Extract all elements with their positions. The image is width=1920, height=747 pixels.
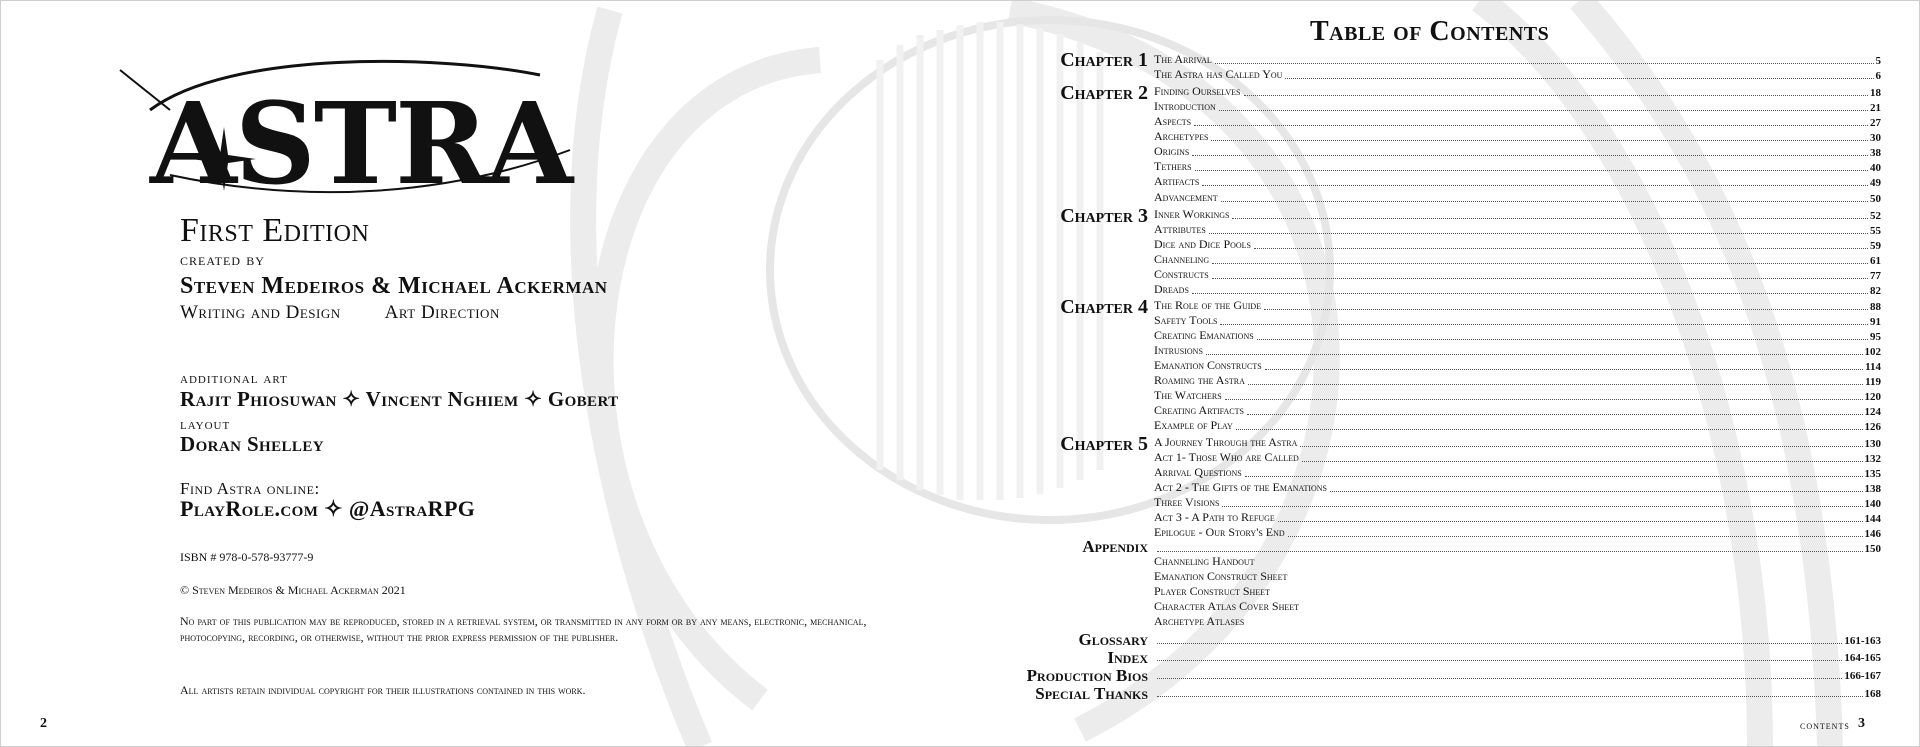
toc-leader-dots [1302,461,1863,462]
toc-leader-dots [1192,155,1868,156]
additional-art-names: Rajit Phiosuwan ✧ Vincent Nghiem ✧ Gobert [180,387,619,411]
toc-entry[interactable] [1154,451,1881,465]
toc-entry-title: The Arrival [1154,52,1212,66]
toc-entry-title: Act 2 - The Gifts of the Emanations [1154,480,1327,494]
toc-leader-dots [1219,110,1868,111]
toc-entry-page: 18 [1870,87,1881,99]
toc-entry-title: Emanation Constructs [1154,358,1262,372]
toc-entry[interactable] [1154,100,1881,114]
toc-entry-title: Archetype Atlases [1154,614,1245,628]
toc-leader-dots [1157,551,1863,552]
toc-entry[interactable] [1154,344,1881,358]
toc-entry-page: 166-167 [1844,670,1881,682]
toc-entry-title: Intrusions [1154,343,1203,357]
toc-entry[interactable] [1154,53,1881,67]
toc-entry-page: 5 [1875,55,1881,67]
toc-leader-dots [1254,248,1868,249]
toc-entry-title: Dice and Dice Pools [1154,237,1252,251]
toc-leader-dots [1247,414,1863,415]
toc-entry[interactable] [1154,208,1881,222]
toc-entry-page: 140 [1864,498,1881,510]
toc-entry[interactable] [1154,160,1881,174]
creators-names: Steven Medeiros & Michael Ackerman [180,273,608,299]
toc-entry-page: 161-163 [1844,635,1881,647]
toc-entry-page: 95 [1870,331,1881,343]
toc-entry-page: 114 [1865,361,1881,373]
toc-entry[interactable] [1154,68,1881,82]
toc-section-label: Index [1107,648,1148,667]
toc-entry-title: Epilogue - Our Story's End [1154,525,1285,539]
toc-entry-page: 38 [1870,147,1881,159]
toc-entry-title: Attributes [1154,222,1206,236]
toc-leader-dots [1157,696,1863,697]
toc-leader-dots [1206,354,1863,355]
toc-entry[interactable] [1154,115,1881,129]
toc-entry[interactable] [1154,85,1881,99]
toc-entry[interactable] [1154,223,1881,237]
toc-entry[interactable] [1154,314,1881,328]
toc-entry[interactable] [1154,496,1881,510]
page-number-right: 3 [1858,716,1865,731]
toc-section-label: Glossary [1078,630,1148,649]
toc-entry-page: 82 [1870,285,1881,297]
toc-entry[interactable] [1154,130,1881,144]
toc-entry-title: Example of Play [1154,418,1233,432]
toc-entry-title: Advancement [1154,190,1218,204]
toc-leader-dots [1245,476,1863,477]
toc-entry[interactable] [1154,668,1881,682]
isbn: ISBN # 978-0-578-93777-9 [180,550,314,564]
toc-entry-page: 138 [1864,483,1881,495]
logo-text: ASTRA [150,79,572,195]
toc-entry-title: Creating Emanations [1154,328,1254,342]
toc-entry[interactable] [1154,374,1881,388]
artists-copyright-note: All artists retain individual copyright for their illustrations contained in this work. [180,683,586,697]
toc-title: Table of Contents [1310,16,1550,47]
toc-entry-page: 102 [1864,346,1881,358]
toc-leader-dots [1212,263,1868,264]
toc-leader-dots [1220,324,1868,325]
toc-entry[interactable] [1154,585,1881,599]
page-number-left: 2 [40,716,47,731]
toc-entry[interactable] [1154,436,1881,450]
toc-section-label: Chapter 3 [1060,205,1148,227]
edition-title: First Edition [180,212,370,249]
toc-entry-title: Act 1- Those Who are Called [1154,450,1299,464]
toc-leader-dots [1257,339,1868,340]
toc-entry-title: Three Visions [1154,495,1220,509]
toc-entry-page: 130 [1864,438,1881,450]
toc-entry[interactable] [1154,329,1881,343]
toc-entry[interactable] [1154,466,1881,480]
toc-entry[interactable] [1154,389,1881,403]
toc-leader-dots [1300,446,1862,447]
toc-entry[interactable] [1154,283,1881,297]
toc-entry-page: 124 [1864,406,1881,418]
toc-entry-page: 40 [1870,162,1881,174]
toc-leader-dots [1192,293,1868,294]
toc-entry-title: Tethers [1154,159,1192,173]
toc-entry[interactable] [1154,686,1881,700]
toc-entry[interactable] [1154,555,1881,569]
toc-leader-dots [1265,369,1863,370]
toc-entry-page: 55 [1870,225,1881,237]
toc-leader-dots [1278,521,1863,522]
toc-entry-page: 144 [1864,513,1881,525]
toc-leader-dots [1222,506,1862,507]
toc-entry-title: Origins [1154,144,1190,158]
toc-entry-title: The Role of the Guide [1154,298,1262,312]
toc-entry-page: 126 [1864,421,1881,433]
toc-leader-dots [1248,384,1863,385]
toc-leader-dots [1285,78,1873,79]
toc-entry[interactable] [1154,238,1881,252]
toc-leader-dots [1157,643,1842,644]
toc-entry[interactable] [1154,481,1881,495]
toc-entry[interactable] [1154,541,1881,555]
toc-leader-dots [1236,429,1863,430]
footer-contents-label: contents [1800,718,1850,732]
toc-entry-title: A Journey Through the Astra [1154,435,1298,449]
toc-entry-title: Arrival Questions [1154,465,1242,479]
toc-entry-title: Aspects [1154,114,1192,128]
toc-entry-title: Creating Artifacts [1154,403,1244,417]
toc-entry-title: Channeling [1154,252,1210,266]
toc-entry-title: Character Atlas Cover Sheet [1154,599,1300,613]
toc-entry-page: 61 [1870,255,1881,267]
toc-entry-page: 164-165 [1844,652,1881,664]
toc-entry-page: 30 [1870,132,1881,144]
toc-entry-title: Archetypes [1154,129,1209,143]
toc-section-label: Appendix [1082,537,1148,556]
toc-entry[interactable] [1154,633,1881,647]
toc-section-label: Chapter 1 [1060,49,1148,71]
toc-entry[interactable] [1154,650,1881,664]
toc-entry-title: Safety Tools [1154,313,1218,327]
legal-notice: No part of this publication may be reproduced, stored in a retrieval system, or transmitted in any form or by any means, electronic, mechanical, photocopying, recording, or otherwise, without the prior express permission of the publisher. [180,614,867,644]
toc-entry[interactable] [1154,615,1881,629]
toc-entry-page: 77 [1870,270,1881,282]
role-writing: Writing and Design [180,302,341,323]
toc-entry-page: 49 [1870,177,1881,189]
toc-entry[interactable] [1154,511,1881,525]
additional-art-label: additional art [180,370,288,387]
toc-entry[interactable] [1154,570,1881,584]
toc-entry-page: 50 [1870,193,1881,205]
layout-name: Doran Shelley [180,432,324,456]
toc-leader-dots [1215,63,1874,64]
toc-leader-dots [1330,491,1863,492]
created-by-label: created by [180,250,265,269]
toc-entry-page: 88 [1870,301,1881,313]
copyright-line: © Steven Medeiros & Michael Ackerman 2021 [180,583,406,597]
toc-entry-title: Act 3 - A Path to Refuge [1154,510,1275,524]
toc-entry-title: Channeling Handout [1154,554,1255,568]
online-links: PlayRole.com ✧ @AstraRPG [180,496,476,521]
toc-entry-title: Constructs [1154,267,1209,281]
toc-leader-dots [1221,201,1868,202]
toc-entry[interactable] [1154,268,1881,282]
toc-entry-title: The Astra has Called You [1154,67,1283,81]
toc-entry-page: 21 [1870,102,1881,114]
toc-entry[interactable] [1154,404,1881,418]
toc-entry-page: 6 [1875,70,1881,82]
toc-entry[interactable] [1154,359,1881,373]
toc-entry-title: The Watchers [1154,388,1222,402]
toc-leader-dots [1264,309,1868,310]
toc-entry-title: Roaming the Astra [1154,373,1245,387]
toc-entry-title: Emanation Construct Sheet [1154,569,1288,583]
toc-entry[interactable] [1154,191,1881,205]
toc-leader-dots [1194,125,1868,126]
toc-entry[interactable] [1154,600,1881,614]
toc-entry-title: Player Construct Sheet [1154,584,1270,598]
layout-label: layout [180,416,231,433]
toc-entry[interactable] [1154,299,1881,313]
toc-leader-dots [1202,185,1868,186]
toc-entry-title: Dreads [1154,282,1189,296]
toc-leader-dots [1212,278,1868,279]
toc-leader-dots [1195,170,1868,171]
toc-section-label: Chapter 4 [1060,296,1148,318]
toc-entry-page: 168 [1864,688,1881,700]
toc-entry-page: 120 [1864,391,1881,403]
toc-leader-dots [1157,660,1842,661]
toc-entry-page: 91 [1870,316,1881,328]
toc-entry[interactable] [1154,526,1881,540]
toc-entry-page: 27 [1870,117,1881,129]
toc-entry-title: Artifacts [1154,174,1200,188]
toc-entry-page: 52 [1870,210,1881,222]
toc-leader-dots [1157,678,1842,679]
toc-entry-page: 119 [1865,376,1881,388]
toc-leader-dots [1211,140,1868,141]
toc-entry-page: 59 [1870,240,1881,252]
toc-entry[interactable] [1154,419,1881,433]
toc-entry-title: Inner Workings [1154,207,1230,221]
toc-entry-page: 135 [1864,468,1881,480]
toc-section-label: Chapter 2 [1060,82,1148,104]
toc-entry-title: Introduction [1154,99,1216,113]
toc-entry-page: 132 [1864,453,1881,465]
toc-leader-dots [1288,536,1863,537]
toc-section-label: Production Bios [1026,666,1148,685]
toc-entry-page: 146 [1864,528,1881,540]
toc-entry[interactable] [1154,175,1881,189]
toc-entry-page: 150 [1864,543,1881,555]
toc-section-label: Special Thanks [1035,684,1148,703]
toc-entry[interactable] [1154,253,1881,267]
toc-leader-dots [1232,218,1868,219]
toc-leader-dots [1209,233,1868,234]
toc-leader-dots [1225,399,1863,400]
role-art: Art Direction [384,302,500,323]
find-online-label: Find Astra online: [180,479,320,498]
toc-section-label: Chapter 5 [1060,433,1148,455]
toc-leader-dots [1244,95,1869,96]
toc-entry[interactable] [1154,145,1881,159]
toc-entry-title: Finding Ourselves [1154,84,1241,98]
